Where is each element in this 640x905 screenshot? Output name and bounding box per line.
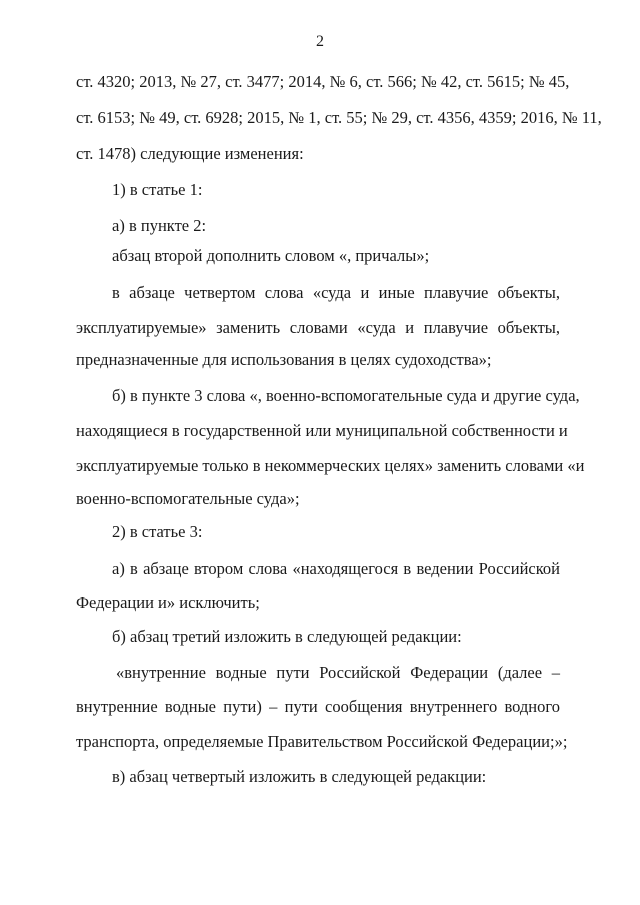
text-line: эксплуатируемые» заменить словами «суда и плавучие объекты, — [76, 318, 560, 337]
text-line: а) в абзаце втором слова «находящегося в ведении Российской — [112, 559, 560, 578]
page-number: 2 — [316, 33, 324, 50]
text-line: ст. 1478) следующие изменения: — [76, 144, 304, 163]
text-line: ст. 6153; № 49, ст. 6928; 2015, № 1, ст. 55; № 29, ст. 4356, 4359; 2016, № 11, — [76, 108, 602, 127]
text-line: внутренние водные пути) – пути сообщения внутреннего водного — [76, 697, 560, 716]
text-line: находящиеся в государственной или муниципальной собственности и — [76, 421, 568, 440]
text-line: б) абзац третий изложить в следующей редакции: — [112, 627, 462, 646]
text-line: Федерации и» исключить; — [76, 593, 260, 612]
text-line: в абзаце четвертом слова «суда и иные плавучие объекты, — [112, 283, 560, 302]
text-line: 1) в статье 1: — [112, 180, 203, 199]
text-line: транспорта, определяемые Правительством Российской Федерации;»; — [76, 732, 568, 751]
text-line: б) в пункте 3 слова «, военно-вспомогательные суда и другие суда, — [112, 386, 580, 405]
text-line: эксплуатируемые только в некоммерческих целях» заменить словами «и — [76, 456, 585, 475]
text-line: ст. 4320; 2013, № 27, ст. 3477; 2014, № 6, ст. 566; № 42, ст. 5615; № 45, — [76, 72, 570, 91]
text-line: в) абзац четвертый изложить в следующей редакции: — [112, 767, 487, 786]
text-line: 2) в статье 3: — [112, 522, 203, 541]
text-line: «внутренние водные пути Российской Федерации (далее – — [116, 663, 560, 682]
text-line: а) в пункте 2: — [112, 216, 207, 235]
text-line: военно-вспомогательные суда»; — [76, 489, 300, 508]
text-line: предназначенные для использования в целях судоходства»; — [76, 350, 492, 369]
text-line: абзац второй дополнить словом «, причалы»; — [112, 246, 430, 265]
